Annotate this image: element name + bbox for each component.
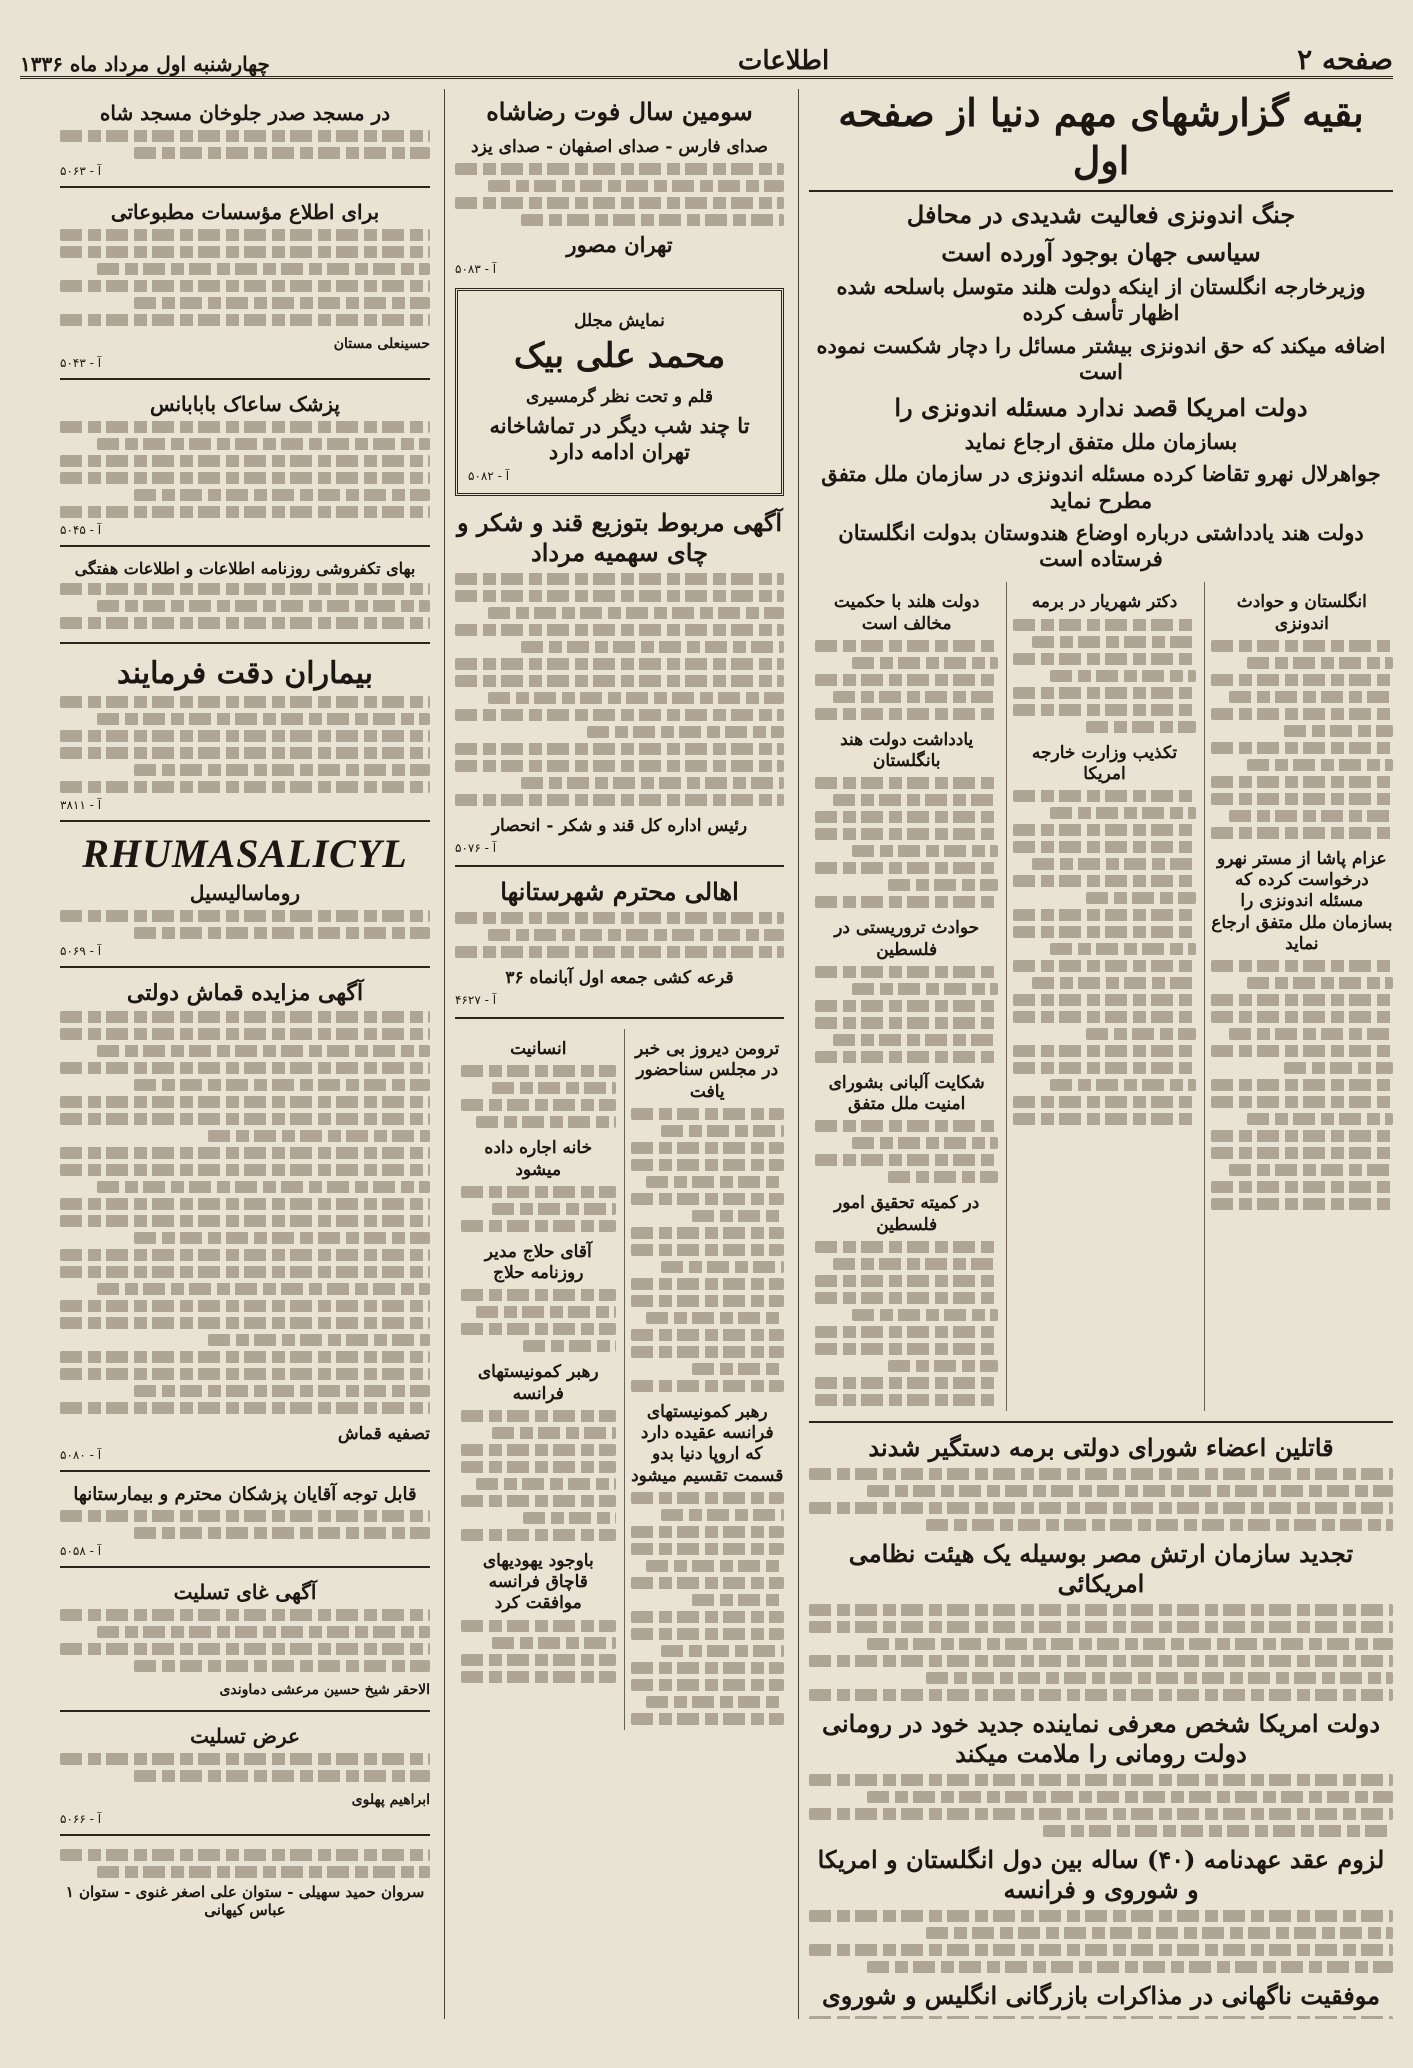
ads-column	[50, 89, 430, 2019]
headline-egypt: تجدید سازمان ارتش مصر بوسیله یک هیئت نظامی امریکائی	[848, 1538, 1354, 1598]
ad-title: برای اطلاع مؤسسات مطبوعاتی	[110, 200, 380, 224]
ad-signature: حسینعلی مستان	[333, 336, 430, 352]
section-heading: دکتر شهریار در برمه	[1031, 592, 1178, 613]
headline-treaty: لزوم عقد عهدنامه (۴۰) ساله بین دول انگلستان و امریکا و شوروی و فرانسه	[817, 1844, 1385, 1904]
lead-sub4: اضافه میکند که حق اندونزی بیشتر مسائل را دچار شکست نموده است	[816, 332, 1386, 384]
ad-auction	[60, 968, 430, 1472]
lead-sub1: جنگ اندونزی فعالیت شدیدی در محافل	[906, 200, 1296, 229]
lead-sub6: بسازمان ملل متفق ارجاع نماید	[964, 429, 1238, 454]
ad-code: آ - ۵۰۶۶	[60, 1812, 102, 1826]
subcol-england	[1204, 582, 1393, 1411]
product-name-fa: روماسالیسیل	[189, 881, 301, 905]
lead-sub3: وزیرخارجه انگلستان از اینکه دولت هلند متوسل باسلحه شده اظهار تأسف کرده	[836, 274, 1366, 326]
lead-sub7: جواهرلال نهرو تقاضا کرده مسئله اندونزی در سازمان ملل متفق مطرح نماید	[821, 461, 1381, 513]
ad-code: آ - ۵۰۸۲	[468, 468, 510, 483]
ad-code: آ - ۳۸۱۱	[60, 798, 102, 812]
section-heading: آقای حلاج مدیر روزنامه حلاج	[484, 1241, 592, 1283]
headline-romania: دولت امریکا شخص معرفی نماینده جدید خود در رومانی دولت رومانی را ملامت میکند	[821, 1708, 1381, 1768]
ad-title: آگهی غای تسلیت	[173, 1580, 317, 1604]
ad-physicians	[60, 1472, 430, 1568]
ad-title: سروان حمید سهیلی - ستوان علی اصغر غنوی - ستوان ۱ عباس کیهانی	[65, 1883, 425, 1919]
theatre-title: محمد علی بیک	[513, 335, 726, 376]
ad-title: بهای تکفروشی روزنامه اطلاعات و اطلاعات هفتگی	[74, 559, 416, 578]
headline-burma: قاتلین اعضاء شورای دولتی برمه دستگیر شدند	[868, 1432, 1334, 1462]
subcol-burma	[1006, 582, 1195, 1411]
lead-sub2: سیاسی جهان بوجود آورده است	[941, 238, 1261, 267]
anniversary-city: تهران مصور	[566, 232, 673, 258]
anniversary-sub: صدای فارس - صدای اصفهان - صدای یزد	[471, 137, 768, 157]
ad-condolence-2	[60, 1712, 430, 1836]
newspaper-page	[20, 20, 1393, 2028]
lottery-line: قرعه کشی جمعه اول آبانماه ۳۶	[505, 967, 734, 988]
section-heading: شکایت آلبانی بشورای امنیت ملل متفق	[828, 1072, 985, 1114]
ad-code: آ - ۵۰۸۰	[60, 1448, 102, 1462]
ad-code: آ - ۵۰۷۶	[455, 840, 497, 855]
world-news-column	[798, 89, 1393, 2019]
sugar-title: آگهی مربوط بتوزیع قند و شکر و چای سهمیه مرداد	[456, 507, 783, 567]
ad-signature: تصفیه قماش	[337, 1424, 430, 1444]
theatre-line2: تا چند شب دیگر در تماشاخانه تهران ادامه دارد	[489, 413, 750, 465]
ad-title: در مسجد صدر جلوخان مسجد شاه	[99, 101, 391, 125]
ad-signature: الاحقر شیخ حسین مرعشی دماوندی	[219, 1682, 430, 1698]
middle-subcolumns	[455, 1029, 784, 1730]
page-number: صفحه ۲	[1297, 43, 1393, 76]
ad-title: عرض تسلیت	[190, 1724, 300, 1748]
section-heading: ترومن دیروز بی خبر در مجلس سناحضور یافت	[635, 1039, 780, 1102]
ad-signature: ابراهیم پهلوی	[351, 1792, 430, 1808]
ad-rhumasalicyl	[60, 822, 430, 968]
middle-column	[444, 89, 784, 2019]
ad-title: پزشک ساعاک بابابانس	[149, 392, 340, 416]
ad-code: آ - ۴۶۲۷	[455, 993, 497, 1007]
section-heading: حوادث تروریستی در فلسطین	[834, 918, 980, 960]
middle-subcol-right	[624, 1029, 785, 1730]
ad-doctor	[60, 380, 430, 547]
section-heading: انگلستان و حوادث اندونزی	[1236, 592, 1367, 634]
section-heading: تکذیب وزارت خارجه امریکا	[1031, 742, 1178, 784]
section-heading: یادداشت دولت هند بانگلستان	[840, 729, 974, 771]
ad-patients	[60, 644, 430, 822]
masthead	[20, 20, 1393, 79]
ad-title: بیماران دقت فرمایند	[116, 656, 374, 691]
ad-officers	[60, 1836, 430, 1931]
lead-sub5: دولت امریکا قصد ندارد مسئله اندونزی را	[894, 393, 1308, 422]
section-heading: در کمیته تحقیق امور فلسطین	[834, 1193, 980, 1235]
headline-trade: موفقیت ناگهانی در مذاکرات بازرگانی انگلیس و شوروی	[821, 1980, 1380, 2010]
ad-code: آ - ۵۰۶۳	[60, 164, 102, 178]
ad-title: آگهی مزایده قماش دولتی	[126, 980, 364, 1006]
section-heading: رهبر کمونیستهای فرانسه عقیده دارد که اروپا دنیا بدو قسمت تقسیم میشود	[631, 1401, 784, 1486]
ad-condolence	[60, 1568, 430, 1712]
middle-subcol-left	[455, 1029, 616, 1730]
product-name-latin: RHUMASALICYL	[82, 831, 408, 876]
lead-sub8: دولت هند یادداشتی درباره اوضاع هندوستان بدولت انگلستان فرستاده است	[838, 519, 1364, 571]
lead-subcolumns	[809, 582, 1393, 1411]
theatre-kicker: نمایش مجلل	[574, 310, 665, 331]
ad-mosque	[60, 89, 430, 188]
theatre-line: قلم و تحت نظر گرمسیری	[526, 387, 713, 407]
ad-press	[60, 188, 430, 380]
lead-headline: بقیه گزارشهای مهم دنیا از صفحه اول	[809, 89, 1393, 192]
section-heading: دولت هلند با حکمیت مخالف است	[833, 592, 980, 634]
paper-name: اطلاعات	[737, 46, 830, 76]
lottery-title: اهالی محترم شهرستانها	[500, 876, 739, 906]
anniversary-title: سومین سال فوت رضاشاه	[486, 97, 753, 126]
ad-code: آ - ۵۰۴۵	[60, 523, 102, 537]
issue-date: چهارشنبه اول مرداد ماه ۱۳۳۶	[20, 52, 270, 76]
ad-code: آ - ۵۰۸۳	[455, 261, 497, 276]
ad-code: آ - ۵۰۴۳	[60, 356, 102, 370]
columns	[20, 89, 1393, 2019]
subcol-holland	[809, 582, 998, 1411]
theatre-ad	[455, 288, 784, 496]
sugar-signature: رئیس اداره کل قند و شکر - انحصار	[491, 815, 748, 836]
section-heading: عزام پاشا از مستر نهرو درخواست کرده که مسئله اندونزی را بسازمان ملل متفق ارجاع نماید	[1211, 848, 1393, 954]
section-heading: باوجود یهودیهای قاچاق فرانسه موافقت کرد	[482, 1550, 594, 1614]
ad-code: آ - ۵۰۶۹	[60, 944, 102, 958]
section-heading: انسانیت	[510, 1039, 567, 1059]
section-heading: رهبر کمونیستهای فرانسه	[477, 1362, 599, 1404]
section-heading: خانه اجاره داده میشود	[484, 1138, 593, 1180]
ad-prices	[60, 547, 430, 644]
ad-title: قابل توجه آقایان پزشکان محترم و بیمارستانها	[73, 1484, 417, 1505]
ad-code: آ - ۵۰۵۸	[60, 1544, 102, 1558]
